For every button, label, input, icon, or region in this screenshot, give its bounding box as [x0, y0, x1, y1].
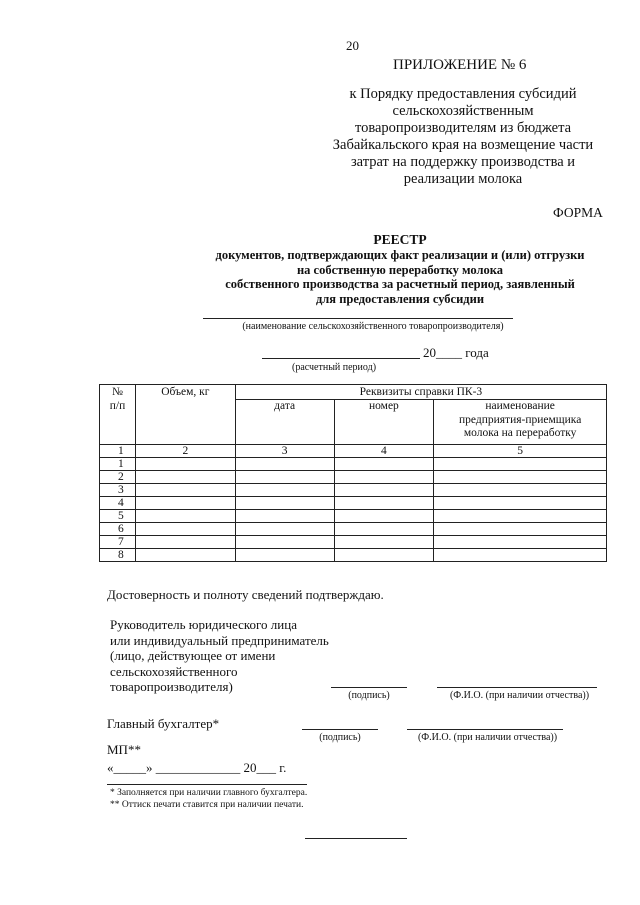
col-header-number [100, 385, 136, 445]
manager-signature-caption: (подпись) [348, 690, 390, 701]
index-cell: 5 [434, 445, 607, 458]
cell-volume[interactable] [135, 497, 235, 510]
table-index-row [100, 445, 607, 458]
cell-recipient[interactable] [434, 510, 607, 523]
cell-volume[interactable] [135, 458, 235, 471]
cell-recipient[interactable] [434, 497, 607, 510]
cell-recipient[interactable] [434, 523, 607, 536]
register-subtitle-line: документов, подтверждающих факт реализации и (или) отгрузки [215, 248, 585, 262]
col-header-pk3-group: Реквизиты справки ПК-3 [235, 385, 606, 400]
cell-recipient[interactable] [434, 471, 607, 484]
manager-label [110, 617, 370, 695]
cell-doc-number[interactable] [334, 549, 434, 562]
cell-date[interactable] [235, 549, 334, 562]
accountant-signature-line[interactable] [302, 729, 378, 730]
cell-recipient[interactable] [434, 484, 607, 497]
accountant-fio-caption: (Ф.И.О. (при наличии отчества)) [417, 732, 558, 743]
manager-fio-caption: (Ф.И.О. (при наличии отчества)) [449, 690, 590, 701]
appendix-subtitle [315, 86, 611, 188]
cell-date[interactable] [235, 484, 334, 497]
cell-date[interactable] [235, 471, 334, 484]
cell-recipient[interactable] [434, 549, 607, 562]
cell-doc-number[interactable] [334, 510, 434, 523]
date-line[interactable]: «_____» _____________ 20___ г. [107, 760, 287, 775]
table-row [100, 549, 607, 562]
manager-label-line: (лицо, действующее от имени [110, 648, 276, 663]
period-year: 20____ года [423, 345, 489, 360]
producer-caption: (наименование сельскохозяйственного товаропроизводителя) [242, 321, 504, 332]
register-subtitle-line: на собственную переработку молока [296, 262, 504, 277]
footnote-2: ** Оттиск печати ставится при наличии печати. [110, 800, 304, 810]
table-row [100, 497, 607, 510]
row-number: 2 [100, 471, 136, 484]
table-header-row [100, 385, 607, 400]
form-label: ФОРМА [553, 205, 603, 220]
cell-volume[interactable] [135, 471, 235, 484]
register-table [99, 384, 607, 562]
cell-volume[interactable] [135, 510, 235, 523]
bottom-separator [305, 838, 407, 839]
confirmation-text: Достоверность и полноту сведений подтверждаю. [107, 587, 384, 602]
col-header-volume: Объем, кг [135, 385, 235, 445]
manager-label-line: или индивидуальный предприниматель [110, 632, 329, 648]
cell-volume[interactable] [135, 484, 235, 497]
footnote-1: * Заполняется при наличии главного бухгалтера. [110, 788, 308, 798]
appendix-line: сельскохозяйственным [392, 103, 534, 119]
table-row [100, 471, 607, 484]
cell-doc-number[interactable] [334, 484, 434, 497]
register-subtitle [140, 248, 640, 306]
page-number: 20 [346, 38, 359, 53]
cell-volume[interactable] [135, 549, 235, 562]
manager-label-line: сельскохозяйственного [110, 663, 238, 679]
table-row [100, 523, 607, 536]
cell-volume[interactable] [135, 523, 235, 536]
row-number: 1 [100, 458, 136, 471]
manager-label-line: товаропроизводителя) [110, 679, 233, 694]
table-row [100, 536, 607, 549]
accountant-label: Главный бухгалтер* [107, 716, 220, 731]
row-number: 7 [100, 536, 136, 549]
cell-recipient[interactable] [434, 536, 607, 549]
manager-fio-line[interactable] [437, 687, 597, 688]
col-header-doc-number: номер [334, 400, 434, 445]
register-subtitle-line: для предоставления субсидии [315, 291, 485, 306]
register-subtitle-line: собственного производства за расчетный период, заявленный [225, 277, 575, 291]
cell-doc-number[interactable] [334, 523, 434, 536]
index-cell: 2 [135, 445, 235, 458]
producer-name-line[interactable] [203, 318, 513, 319]
cell-volume[interactable] [135, 536, 235, 549]
col-header-number-line2: п/п [109, 400, 126, 412]
cell-doc-number[interactable] [334, 471, 434, 484]
appendix-line: затрат на поддержку производства и [350, 154, 576, 170]
cell-date[interactable] [235, 510, 334, 523]
accountant-signature-caption: (подпись) [319, 732, 361, 743]
cell-date[interactable] [235, 523, 334, 536]
footnote-separator [107, 784, 307, 785]
cell-date[interactable] [235, 497, 334, 510]
col-header-recipient-line: молока на переработку [463, 427, 577, 439]
index-cell: 1 [100, 445, 136, 458]
appendix-line: реализации молока [403, 171, 523, 187]
appendix-line: Забайкальского края на возмещение части [332, 137, 594, 153]
col-header-recipient-line: предприятия-приемщика [458, 413, 582, 426]
cell-date[interactable] [235, 536, 334, 549]
row-number: 4 [100, 497, 136, 510]
cell-doc-number[interactable] [334, 536, 434, 549]
index-cell: 4 [334, 445, 434, 458]
row-number: 3 [100, 484, 136, 497]
row-number: 8 [100, 549, 136, 562]
col-header-date: дата [235, 400, 334, 445]
cell-doc-number[interactable] [334, 497, 434, 510]
index-cell: 3 [235, 445, 334, 458]
manager-signature-line[interactable] [331, 687, 407, 688]
row-number: 6 [100, 523, 136, 536]
table-row [100, 510, 607, 523]
appendix-line: к Порядку предоставления субсидий [349, 86, 577, 102]
period-caption: (расчетный период) [292, 362, 377, 373]
manager-label-line: Руководитель юридического лица [110, 617, 297, 632]
table-row [100, 484, 607, 497]
table-row [100, 458, 607, 471]
col-header-recipient-line: наименование [485, 400, 555, 412]
cell-doc-number[interactable] [334, 458, 434, 471]
appendix-title: ПРИЛОЖЕНИЕ № 6 [393, 57, 527, 73]
period-line[interactable] [262, 358, 420, 359]
accountant-fio-line[interactable] [407, 729, 563, 730]
col-header-number-line1: № [111, 386, 123, 398]
appendix-line: товаропроизводителям из бюджета [354, 120, 572, 136]
cell-date[interactable] [235, 458, 334, 471]
row-number: 5 [100, 510, 136, 523]
col-header-recipient [434, 400, 607, 445]
cell-recipient[interactable] [434, 458, 607, 471]
stamp-label: МП** [107, 742, 141, 757]
register-title: РЕЕСТР [373, 232, 427, 247]
